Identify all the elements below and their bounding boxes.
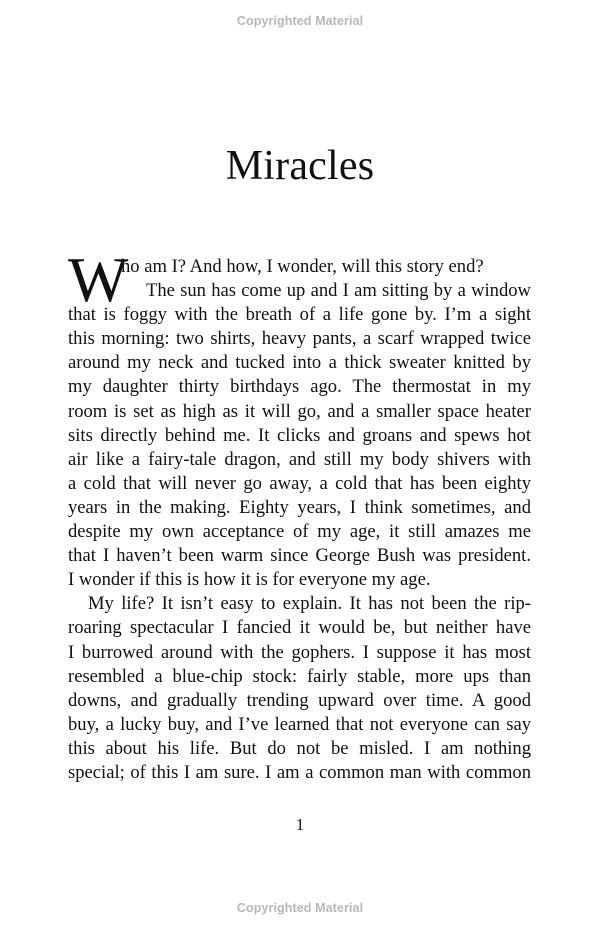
text-line: despite my own acceptance of my age, it still amazes me [68,521,531,543]
text-line: this morning: two shirts, heavy pants, a scarf wrapped twice [68,328,531,350]
text-line: The sun has come up and I am sitting by a window [146,280,531,302]
text-line: ho am I? And how, I wonder, will this story end? [121,256,484,277]
text-line: room is set as high as it will go, and a smaller space heater [68,400,531,422]
text-line: buy, a lucky buy, and I’ve learned that not everyone can say [68,713,531,735]
text-line: that is foggy with the breath of a life gone by. I’m a sight [68,304,531,326]
text-line: air like a fairy-tale dragon, and still my body shivers with [68,448,531,470]
page-number: 1 [295,815,305,834]
text-line: my daughter thirty birthdays ago. The thermostat in my [68,376,531,398]
text-line: years in the making. Eighty years, I think sometimes, and [68,496,531,518]
text-line: I burrowed around with the gophers. I suppose it has most [68,641,531,663]
text-line: downs, and gradually trending upward over time. A good [68,689,531,711]
text-line: that I haven’t been warm since George Bush was president. [68,545,531,567]
drop-cap: W [68,244,129,315]
text-line: resembled a blue-chip stock: fairly stable, more ups than [68,665,531,687]
text-line: sits directly behind me. It clicks and groans and spews hot [68,424,531,446]
copyright-watermark-top: Copyrighted Material [236,14,364,28]
text-line: special; of this I am sure. I am a common man with common [68,761,531,783]
copyright-watermark-bottom: Copyrighted Material [236,901,364,915]
chapter-body [68,244,531,785]
text-line: I wonder if this is how it is for everyone my age. [68,569,431,591]
text-line: My life? It isn’t easy to explain. It has not been the rip- [88,593,531,615]
chapter-title: Miracles [225,143,375,190]
text-line: this about his life. But do not be misled. I am nothing [68,737,531,759]
text-line: a cold that will never go away, a cold that has been eighty [68,472,531,494]
text-line: roaring spectacular I fancied it would be, but neither have [68,617,531,639]
text-line: around my neck and tucked into a thick sweater knitted by [68,352,531,374]
